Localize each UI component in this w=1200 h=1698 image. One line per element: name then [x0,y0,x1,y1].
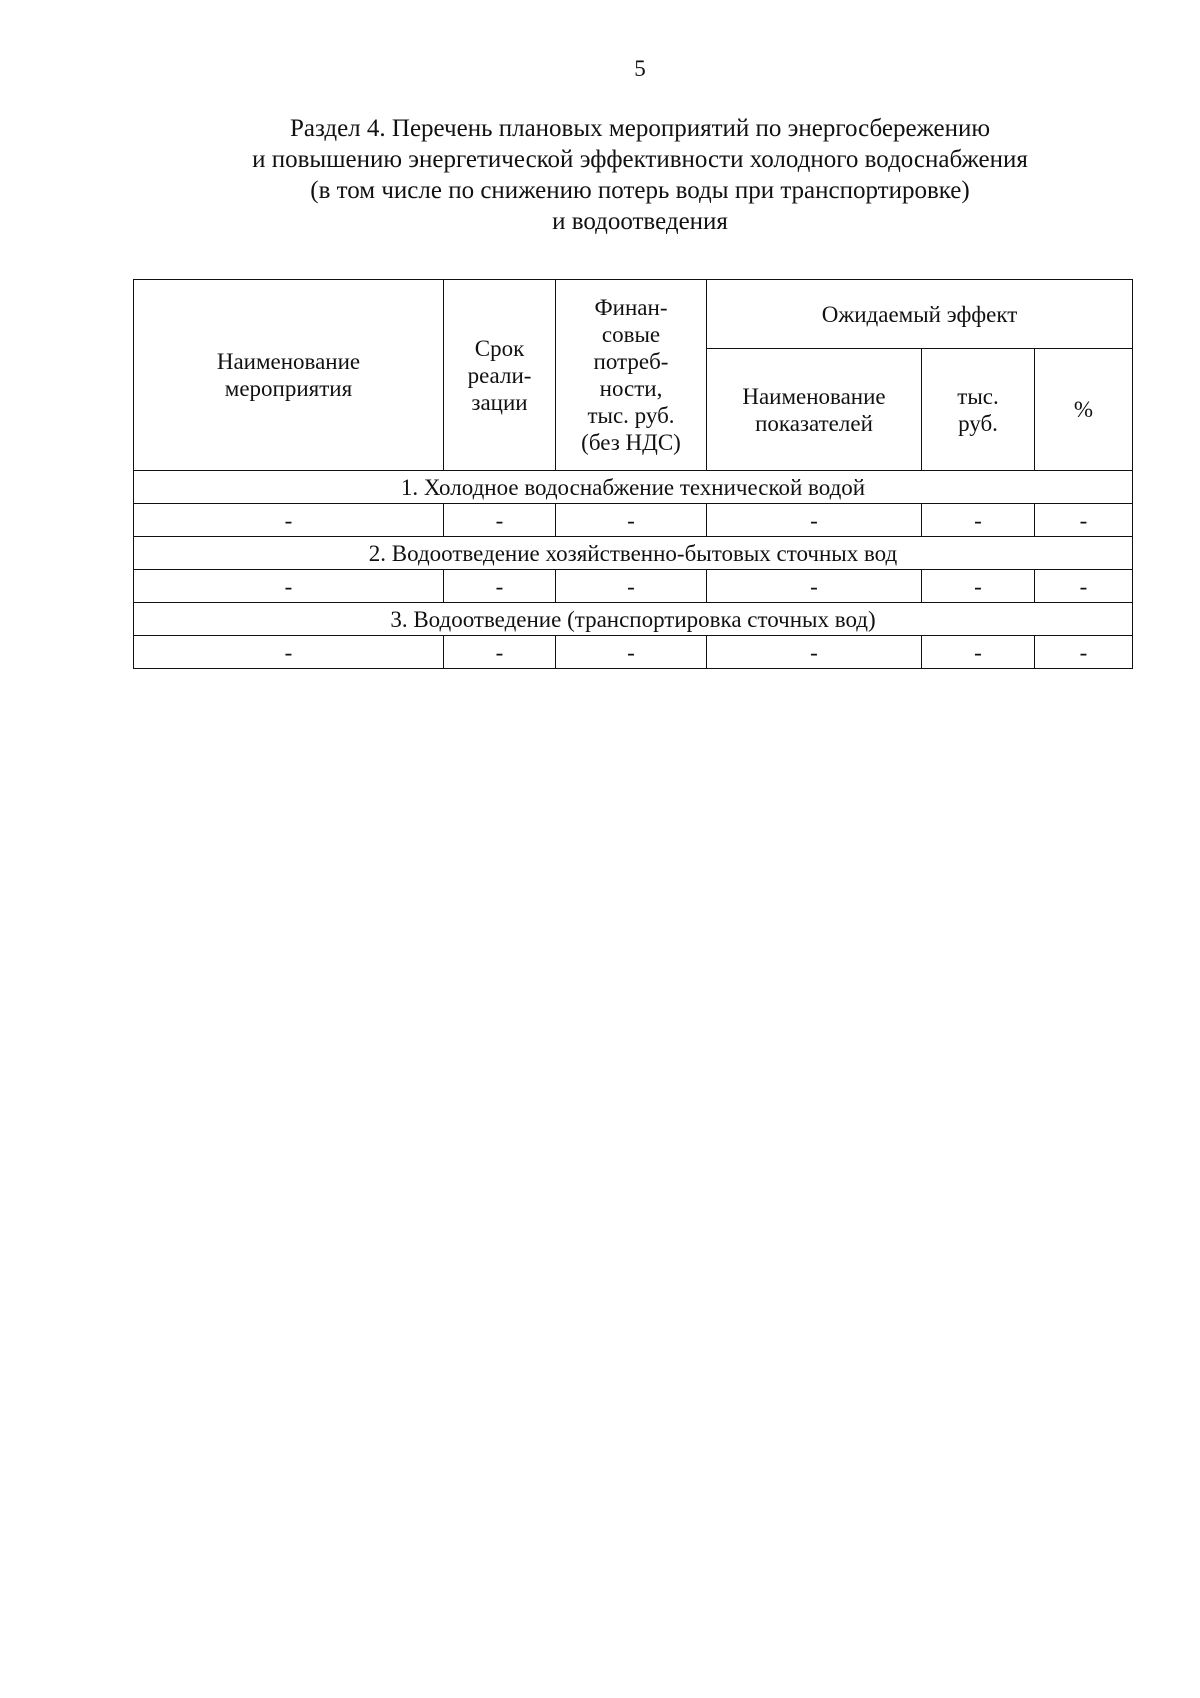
header-term: Срок реали- зации [444,280,556,471]
header-percent: % [1035,349,1133,471]
table-cell: - [134,504,444,537]
table-cell: - [1035,636,1133,669]
table-cell: - [922,636,1035,669]
table-cell: - [1035,570,1133,603]
section-title: 3. Водоотведение (транспортировка сточных вод) [134,603,1133,636]
header-thousand-rub: тыс. руб. [922,349,1035,471]
table-cell: - [444,570,556,603]
table-row [134,570,1133,603]
table-cell: - [707,636,922,669]
section-title: 1. Холодное водоснабжение технической водой [134,471,1133,504]
table-cell: - [134,570,444,603]
heading-line: (в том числе по снижению потерь воды при транспортировке) [310,177,970,204]
table-cell: - [134,636,444,669]
table-cell: - [556,504,707,537]
table-cell: - [556,636,707,669]
header-measure-name: Наименование мероприятия [134,280,444,471]
section-heading [0,113,1200,237]
table-cell: - [444,636,556,669]
page-number: 5 [634,56,646,81]
table-row [134,636,1133,669]
table-row [134,504,1133,537]
heading-line: и водоотведения [552,208,728,235]
table-cell: - [707,504,922,537]
header-finance: Финан- совые потреб- ности, тыс. руб. (без НДС) [556,280,707,471]
table-cell: - [444,504,556,537]
table-cell: - [707,570,922,603]
section-title: 2. Водоотведение хозяйственно-бытовых сточных вод [134,537,1133,570]
measures-table [133,279,1133,669]
header-expected-effect: Ожидаемый эффект [707,280,1133,349]
heading-line: Раздел 4. Перечень плановых мероприятий по энергосбережению [289,115,991,142]
heading-line: и повышению энергетической эффективности холодного водоснабжения [252,146,1028,173]
table-cell: - [922,570,1035,603]
table-cell: - [556,570,707,603]
header-indicators: Наименование показателей [707,349,922,471]
table-cell: - [1035,504,1133,537]
table-cell: - [922,504,1035,537]
